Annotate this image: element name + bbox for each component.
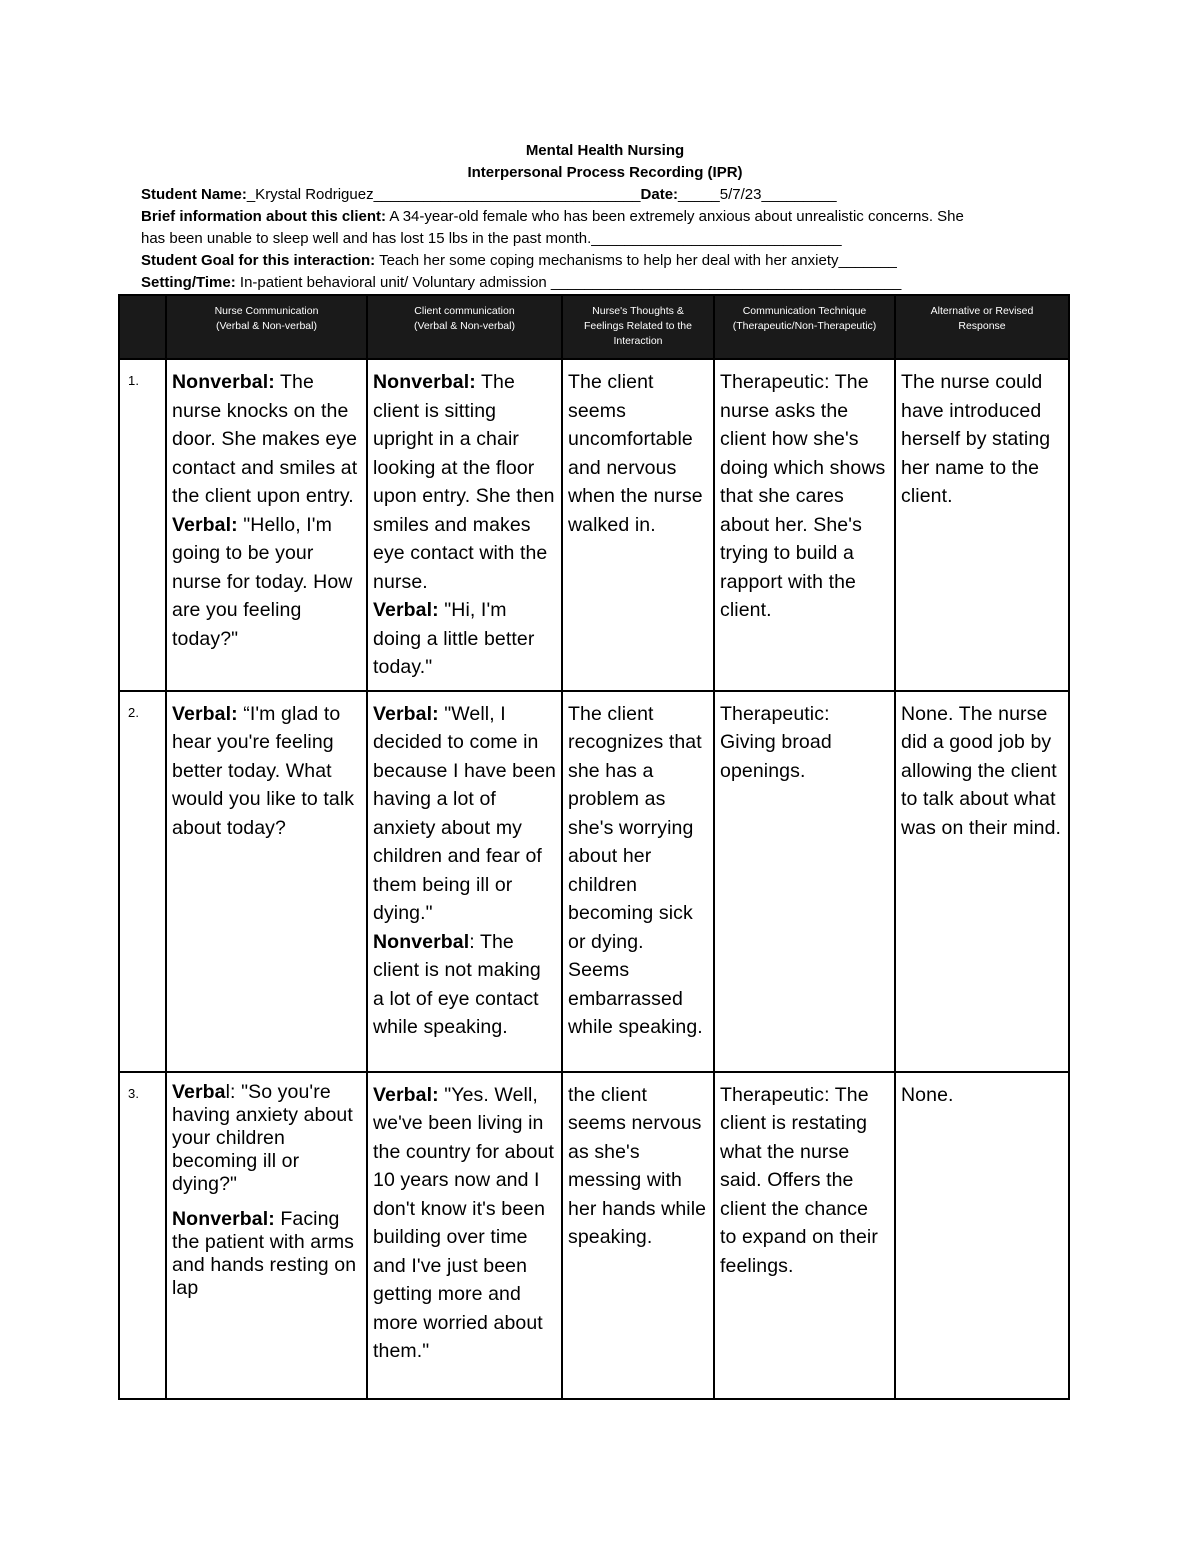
client-nonverbal-text: : The client is not making a lot of eye contact while speaking. — [373, 930, 541, 1038]
verbal-label: Verbal: — [172, 702, 238, 725]
nurse-communication-cell — [166, 1072, 367, 1399]
nurse-verbal-text: l: "So you're having anxiety about your children becoming ill or dying?" — [172, 1080, 353, 1195]
document-title: Mental Health Nursing — [525, 142, 685, 159]
nurse-verbal-text: "Hello, I'm going to be your nurse for today. How are you feeling today?" — [172, 513, 353, 650]
communication-technique-cell: Therapeutic: The client is restating what the nurse said. Offers the client the chance to expand on their feelings. — [714, 1072, 895, 1399]
nonverbal-label: Nonverbal: — [373, 371, 476, 393]
document-subtitle: Interpersonal Process Recording (IPR) — [467, 164, 743, 181]
client-verbal-text: "Well, I decided to come in because I have been having a lot of anxiety about my children and fear of them being ill or dying." — [373, 702, 556, 924]
table-row — [119, 691, 1069, 1072]
verbal-label: Verbal: — [373, 702, 439, 725]
student-goal-label: Student Goal for this interaction: — [141, 252, 376, 269]
brief-info-value: A 34-year-old female who has been extremely anxious about unrealistic concerns. She — [386, 208, 964, 225]
column-header-nurse-communication: Nurse Communication (Verbal & Non-verbal) — [166, 295, 367, 359]
nurse-thoughts-cell: the client seems nervous as she's messing with her hands while speaking. — [562, 1072, 714, 1399]
column-header-nurse-thoughts: Nurse's Thoughts & Feelings Related to the Interaction — [562, 295, 714, 359]
client-communication-cell — [367, 691, 562, 1072]
communication-technique-cell: Therapeutic: The nurse asks the client how she's doing which shows that she cares about her. She's trying to build a rapport with the client. — [714, 359, 895, 691]
nurse-communication-cell — [166, 691, 367, 1072]
verbal-label: Verbal: — [172, 513, 238, 536]
nurse-verbal-text: “I'm glad to hear you're feeling better today. What would you like to talk about today? — [172, 702, 355, 839]
student-goal-line — [141, 250, 1071, 272]
nurse-thoughts-cell: The client seems uncomfortable and nervous when the nurse walked in. — [562, 359, 714, 691]
row-number: 1. — [119, 359, 166, 691]
client-verbal-text: "Hi, I'm doing a little better today." — [373, 599, 535, 678]
table-row — [119, 359, 1069, 691]
alternative-response-cell: The nurse could have introduced herself by stating her name to the client. — [895, 359, 1069, 691]
verbal-label: Verba — [172, 1080, 226, 1103]
nonverbal-label: Nonverbal — [373, 930, 470, 953]
row-number: 3. — [119, 1072, 166, 1399]
alternative-response-cell: None. — [895, 1072, 1069, 1399]
student-name-label: Student Name: — [141, 186, 247, 203]
document-header — [141, 140, 1071, 294]
brief-info-line — [141, 206, 1071, 228]
verbal-label: Verbal: — [373, 599, 439, 621]
verbal-label: Verbal: — [373, 1083, 439, 1106]
column-header-alternative-response: Alternative or Revised Response — [895, 295, 1069, 359]
communication-technique-cell: Therapeutic: Giving broad openings. — [714, 691, 895, 1072]
setting-time-line — [141, 272, 1071, 294]
client-nonverbal-text: The client is sitting upright in a chair looking at the floor upon entry. She then smiles and makes eye contact with the nurse. — [373, 371, 555, 593]
client-communication-cell — [367, 1072, 562, 1399]
client-communication-cell — [367, 359, 562, 691]
table-header-row — [119, 295, 1069, 359]
setting-time-value: In-patient behavioral unit/ Voluntary admission __________________________________________ — [235, 274, 902, 291]
student-name-value: _Krystal Rodriguez________________________________ — [246, 186, 641, 203]
student-name-line — [141, 184, 1071, 206]
student-goal-value: Teach her some coping mechanisms to help her deal with her anxiety_______ — [375, 252, 897, 269]
column-header-client-communication: Client communication (Verbal & Non-verbal) — [367, 295, 562, 359]
brief-info-label: Brief information about this client: — [141, 208, 387, 225]
ipr-table — [118, 294, 1070, 1400]
nonverbal-label: Nonverbal: — [172, 371, 275, 393]
date-value: _____5/7/23_________ — [678, 186, 837, 203]
nurse-nonverbal-text: Facing the patient with arms and hands resting on lap — [172, 1207, 357, 1299]
date-label: Date: — [640, 186, 679, 203]
alternative-response-cell: None. The nurse did a good job by allowing the client to talk about what was on their mind. — [895, 691, 1069, 1072]
row-number: 2. — [119, 691, 166, 1072]
brief-info-line-2 — [141, 228, 1071, 250]
nonverbal-label: Nonverbal: — [172, 1207, 275, 1230]
brief-info-value-2: has been unable to sleep well and has lost 15 lbs in the past month.______________________________ — [141, 230, 842, 247]
column-header-number — [119, 295, 166, 359]
column-header-communication-technique: Communication Technique (Therapeutic/Non-Therapeutic) — [714, 295, 895, 359]
client-verbal-text: "Yes. Well, we've been living in the country for about 10 years now and I don't know it's been building over time and I've just been getting more and more worried about them." — [373, 1083, 554, 1362]
table-row — [119, 1072, 1069, 1399]
nurse-communication-cell — [166, 359, 367, 691]
nurse-thoughts-cell: The client recognizes that she has a problem as she's worrying about her children becoming sick or dying. Seems embarrassed while speaking. — [562, 691, 714, 1072]
nurse-nonverbal-text: The nurse knocks on the door. She makes eye contact and smiles at the client upon entry. — [172, 371, 358, 507]
setting-time-label: Setting/Time: — [141, 274, 236, 291]
